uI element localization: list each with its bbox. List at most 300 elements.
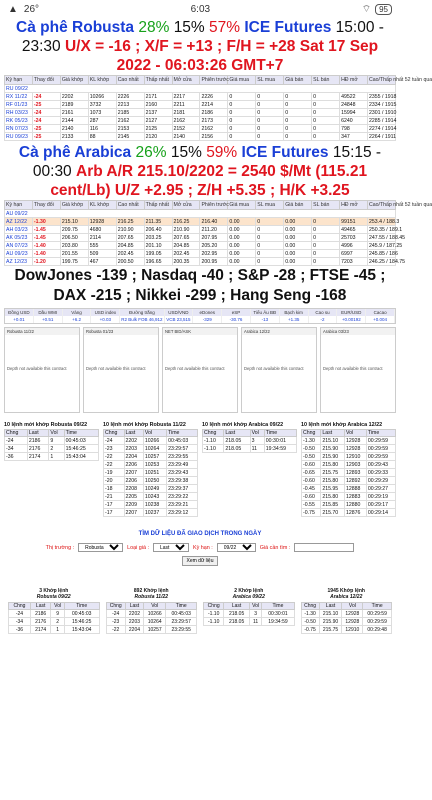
rob-sub-label: RU 09/22 (5, 85, 396, 93)
table-cell: 12928 (345, 437, 367, 445)
table-cell: 2207 (124, 509, 143, 517)
table-cell: 215.75 (321, 469, 345, 477)
table-row[interactable] (5, 226, 396, 234)
clock: 6:03 (190, 3, 211, 15)
match-header-row (5, 430, 99, 437)
table-row (104, 485, 198, 493)
table-cell: 209.75 (60, 226, 88, 234)
table-cell: 2274 / 1914 (368, 125, 397, 132)
table-cell: 203.25 (144, 234, 172, 242)
table-cell: 2185 (116, 109, 144, 117)
table-cell: 0.00 (284, 218, 312, 226)
table-cell: -23 (104, 445, 125, 453)
match-block (103, 421, 198, 517)
depth-panel (162, 327, 238, 413)
table-cell: 0.00 (284, 234, 312, 242)
table-cell: -1.30 (301, 610, 319, 618)
table-cell: 2202 (60, 93, 88, 101)
signal-icon: ▲ (8, 3, 18, 15)
table-row[interactable] (5, 234, 396, 242)
ticker-label: Tiểu Âu BĐ (251, 309, 280, 316)
table-cell: 250.35 / 189.1 (368, 226, 403, 233)
temperature: 26° (23, 3, 40, 15)
table-row[interactable] (5, 101, 396, 109)
table-row (5, 445, 99, 453)
table-cell: 0.00 (284, 242, 312, 250)
match-header: Last (321, 430, 345, 437)
table-cell: 2189 (60, 101, 88, 109)
table-cell: 00:29:59 (363, 618, 392, 626)
table-cell: 202.45 (116, 250, 144, 258)
table-cell: -1.30 (32, 218, 60, 226)
robusta-exchange: ICE Futures (244, 19, 332, 36)
table-cell: 00:29:14 (366, 509, 395, 517)
ara-header: Kỳ hạn (5, 201, 33, 210)
table-cell: 4680 (88, 226, 116, 234)
arabica-exchange: ICE Futures (241, 144, 329, 161)
table-cell: RU 09/23 (5, 133, 33, 141)
summary-header: Vol (51, 603, 64, 610)
table-cell: -20 (104, 477, 125, 485)
summary-header: Last (30, 603, 51, 610)
table-cell: -24 (5, 437, 28, 445)
table-row[interactable] (5, 109, 396, 117)
summary-header: Last (125, 603, 143, 610)
depth-panel (4, 327, 80, 413)
robusta-headline (0, 18, 400, 75)
rob-header: Kỳ hạn (5, 76, 33, 85)
table-cell: -24 (32, 117, 60, 125)
arabica-pct-1: 26% (135, 144, 167, 161)
table-cell: -22 (104, 453, 125, 461)
rob-header: Thay đổi (32, 76, 60, 85)
ticker-label: USD/VND (165, 309, 194, 316)
table-row (104, 453, 198, 461)
table-row (9, 610, 100, 618)
table-cell: 218.05 (224, 445, 250, 453)
table-cell: -24 (32, 109, 60, 117)
table-cell: -0.50 (302, 453, 321, 461)
table-row[interactable] (5, 117, 396, 125)
match-block (202, 421, 297, 517)
match-header: Time (167, 430, 198, 437)
wifi-icon: ⌔ (361, 3, 372, 15)
table-cell: 218.05 (224, 437, 250, 445)
table-cell: -0.60 (302, 493, 321, 501)
table-cell: -0.65 (302, 469, 321, 477)
ara-header: KL khớp (88, 201, 116, 210)
match-header: Vol (250, 430, 264, 437)
summary-header: Vol (342, 603, 363, 610)
table-cell: 200.35 (172, 258, 200, 266)
table-cell: 201.55 (60, 250, 88, 258)
table-cell: 2 (51, 618, 64, 626)
match-header: Chng (203, 430, 224, 437)
table-cell: 12928 (342, 610, 363, 618)
table-cell: -0.55 (302, 501, 321, 509)
table-cell: 4996 (340, 242, 368, 250)
table-cell: 2162 (172, 117, 200, 125)
table-row (104, 461, 198, 469)
ara-header: Thấp nhất (144, 201, 172, 210)
table-cell: 555 (88, 242, 116, 250)
table-cell: 0 (312, 109, 340, 117)
table-cell: -34 (5, 445, 28, 453)
table-row (302, 493, 396, 501)
table-cell: 99151 (340, 218, 368, 226)
table-cell: 215.10 (60, 218, 88, 226)
table-cell: -25 (32, 101, 60, 109)
match-header-row (302, 430, 396, 437)
price-input[interactable] (294, 543, 354, 552)
table-cell: 24848 (340, 101, 368, 109)
price-label: Giá cần tìm : (259, 544, 291, 551)
table-cell: 205.20 (200, 242, 228, 250)
rob-header: Mở cửa (172, 76, 200, 85)
match-summary-block (106, 588, 198, 634)
summary-header-row (204, 603, 295, 610)
match-table (301, 429, 396, 517)
robusta-date: Sat 17 Sep 2022 - 06:03:26 GMT+7 (116, 38, 379, 74)
table-cell: 116 (88, 125, 116, 133)
table-cell: 19:34:59 (262, 618, 294, 626)
table-cell: RH 03/23 (5, 109, 33, 117)
table-cell: 199.05 (144, 250, 172, 258)
table-cell: -1.45 (32, 226, 60, 234)
table-cell: 207.65 (172, 234, 200, 242)
depth-note: Depth not available this contract (165, 366, 225, 371)
table-cell: 19:34:59 (264, 445, 296, 453)
table-cell: 0 (256, 93, 284, 101)
table-cell: 215.80 (321, 461, 345, 469)
market-select[interactable] (78, 543, 123, 552)
table-cell: 10264 (144, 618, 166, 626)
table-cell: 245.85 / 186 (368, 250, 398, 257)
ticker-value: +0.01 (5, 316, 34, 323)
table-cell: 215.90 (321, 453, 345, 461)
summary-header: Chng (204, 603, 224, 610)
table-cell: 210.90 (172, 226, 200, 234)
table-cell: 200.95 (200, 258, 228, 266)
table-row[interactable] (5, 133, 396, 141)
table-cell: 207.65 (116, 234, 144, 242)
table-cell: 10266 (88, 93, 116, 101)
table-row[interactable] (5, 258, 396, 266)
table-cell: 2355 / 1918 (368, 93, 397, 100)
table-row (302, 437, 396, 445)
table-row (106, 626, 197, 634)
table-cell: 0 (312, 258, 340, 266)
status-bar (0, 0, 400, 18)
match-summary-block (203, 588, 295, 634)
table-cell: 0 (256, 258, 284, 266)
ticker-label: Cacao (366, 309, 395, 316)
table-cell: 211.35 (144, 218, 172, 226)
rob-sub-row (5, 85, 396, 93)
summary-header: Time (64, 603, 99, 610)
summary-header-row (106, 603, 197, 610)
ticker-value: -2 (309, 316, 338, 323)
table-cell: -1.10 (204, 610, 224, 618)
summary-header-row (301, 603, 392, 610)
table-cell: -24 (104, 437, 125, 445)
depth-note: Depth not available this contract (244, 366, 304, 371)
table-cell: 0 (256, 218, 284, 226)
table-cell: 23:29:57 (167, 445, 198, 453)
table-cell: 206.40 (144, 226, 172, 234)
ticker-value: -329 (193, 316, 222, 323)
table-cell: 2207 (124, 469, 143, 477)
table-row (302, 453, 396, 461)
table-cell: 00:29:19 (366, 493, 395, 501)
summary-header: Time (262, 603, 294, 610)
table-cell: 00:30:01 (262, 610, 294, 618)
summary-header: Last (319, 603, 342, 610)
arabica-headline (0, 143, 400, 200)
table-row (104, 477, 198, 485)
ticker-label: Bạch kim (280, 309, 309, 316)
table-cell: -36 (5, 453, 28, 461)
table-cell: 798 (340, 125, 368, 133)
match-count: 1945 Khớp lệnh (327, 588, 365, 594)
table-cell: 00:29:59 (363, 610, 392, 618)
rob-header: Cao nhất (116, 76, 144, 85)
rob-header: Phiên trước (201, 77, 229, 83)
match-header: Chng (302, 430, 321, 437)
table-cell: -1.30 (302, 437, 321, 445)
table-cell: 15994 (340, 109, 368, 117)
table-cell: 215.10 (321, 437, 345, 445)
table-cell: 00:29:29 (366, 477, 395, 485)
table-cell: 10251 (143, 469, 166, 477)
table-cell: 00:29:59 (366, 445, 395, 453)
table-cell: RN 07/23 (5, 125, 33, 133)
table-cell: 00:45:03 (166, 610, 197, 618)
table-row (104, 445, 198, 453)
table-cell: 3 (249, 610, 261, 618)
table-cell: 2211 (172, 101, 200, 109)
table-row (301, 618, 392, 626)
table-cell: -19 (104, 469, 125, 477)
table-cell: 1 (49, 453, 64, 461)
table-cell: 2217 (172, 93, 200, 101)
arb-spread: Arb A/R 215.10/2202 = 2540 $/Mt (115.21 cent/Lb) (50, 163, 368, 199)
table-cell: AH 03/23 (5, 226, 33, 234)
table-cell: 2173 (200, 117, 228, 125)
table-cell: 12893 (345, 469, 367, 477)
view-data-button[interactable]: Xem dữ liệu (182, 556, 219, 566)
recent-matches (4, 421, 396, 517)
table-cell: 0.00 (228, 218, 256, 226)
table-cell: 15:46:25 (64, 618, 99, 626)
ara-header: Cao/Thấp nhất 52 tuần qua (368, 202, 432, 208)
table-row[interactable] (5, 218, 396, 226)
table-cell: -24 (9, 610, 31, 618)
table-cell: 2301 / 1910 (368, 109, 397, 116)
table-cell: 216.25 (172, 218, 200, 226)
table-cell: 0 (284, 133, 312, 141)
table-cell: 2137 (144, 109, 172, 117)
table-cell: 2152 (172, 125, 200, 133)
match-header: Vol (143, 430, 166, 437)
rob-header: Giá bán (284, 76, 312, 85)
table-cell: 23:29:55 (166, 626, 197, 634)
table-cell: 196.65 (144, 258, 172, 266)
table-cell: 2214 (200, 101, 228, 109)
ara-sub-row (5, 210, 396, 218)
depth-panel-title: Arabica 03/23 (321, 328, 395, 335)
table-cell: 10238 (143, 501, 166, 509)
ara-header: SL mua (256, 201, 284, 210)
table-cell: 215.85 (321, 501, 345, 509)
table-cell: 2285 / 1914 (368, 117, 397, 124)
table-cell: 12892 (345, 477, 367, 485)
match-header-row (203, 430, 297, 437)
table-cell: 2125 (144, 125, 172, 133)
robusta-pct-2: 15% (173, 19, 205, 36)
table-row (203, 437, 297, 445)
table-cell: 88 (88, 133, 116, 141)
summary-header: Vol (144, 603, 166, 610)
table-cell: 00:29:59 (366, 453, 395, 461)
table-row (106, 618, 197, 626)
table-cell: -22 (104, 461, 125, 469)
table-cell: 2204 (124, 453, 143, 461)
table-cell: -0.75 (302, 509, 321, 517)
depth-panel-title: Robusta 01/23 (84, 328, 158, 335)
table-row[interactable] (5, 242, 396, 250)
ticker-label: eDones (193, 309, 222, 316)
summary-header: Chng (9, 603, 31, 610)
table-row (302, 509, 396, 517)
table-cell: AN 07/23 (5, 242, 33, 250)
table-cell: 0 (312, 250, 340, 258)
ticker-label: Cao su (309, 309, 338, 316)
table-cell: 347 (340, 133, 368, 141)
table-cell: 2186 (30, 610, 51, 618)
ara-header: SL bán (312, 201, 340, 210)
table-cell: 2160 (144, 101, 172, 109)
table-cell: 2144 (60, 117, 88, 125)
table-cell: 0 (284, 109, 312, 117)
table-row[interactable] (5, 93, 396, 101)
table-row (302, 485, 396, 493)
table-cell: 2226 (200, 93, 228, 101)
table-cell: 00:29:33 (366, 469, 395, 477)
table-row (104, 437, 198, 445)
match-header: Chng (5, 430, 28, 437)
table-cell: -34 (9, 618, 31, 626)
match-header: Time (366, 430, 395, 437)
table-row[interactable] (5, 125, 396, 133)
contract-name: Robusta 11/22 (134, 594, 169, 600)
match-header: Vol (49, 430, 64, 437)
table-cell: 2133 (60, 133, 88, 141)
arabica-pct-2: 15% (170, 144, 202, 161)
table-cell: -23 (106, 618, 125, 626)
summary-header: Time (363, 603, 392, 610)
table-cell: 0 (256, 101, 284, 109)
table-cell: 23:29:22 (167, 493, 198, 501)
table-cell: 0.00 (228, 226, 256, 234)
table-cell: 253.4 / 188.3 (368, 218, 400, 225)
table-cell: 23:29:43 (167, 469, 198, 477)
table-cell: 10253 (143, 461, 166, 469)
match-header: Vol (345, 430, 367, 437)
match-header: Chng (104, 430, 125, 437)
table-cell: 2161 (60, 109, 88, 117)
table-cell: 2127 (144, 117, 172, 125)
table-cell: 10266 (143, 437, 166, 445)
table-cell: 2140 (60, 125, 88, 133)
table-cell: 204.85 (116, 242, 144, 250)
table-cell: 00:30:01 (264, 437, 296, 445)
table-cell: 10266 (144, 610, 166, 618)
table-cell: -0.75 (301, 626, 319, 634)
table-cell: 10237 (143, 509, 166, 517)
table-cell: 11 (249, 618, 261, 626)
ara-header: Giá mua (228, 201, 256, 210)
table-cell: 10250 (143, 477, 166, 485)
table-row (104, 501, 198, 509)
depth-panel (241, 327, 317, 413)
table-cell: 10257 (144, 626, 166, 634)
table-cell: 200.50 (116, 258, 144, 266)
table-row[interactable] (5, 250, 396, 258)
summary-header: Chng (106, 603, 125, 610)
match-summary (8, 588, 392, 634)
table-cell: 215.10 (319, 610, 342, 618)
table-cell: -24 (106, 610, 125, 618)
ara-header: Phiên trước (201, 202, 229, 208)
table-cell: 0 (312, 117, 340, 125)
robusta-table (4, 75, 432, 141)
table-row (302, 477, 396, 485)
ticker-label: EUR/USD (337, 309, 366, 316)
table-cell: 204.85 (172, 242, 200, 250)
table-cell: 12880 (345, 501, 367, 509)
table-cell: 215.90 (319, 618, 342, 626)
rob-header: Thấp nhất (144, 76, 172, 85)
table-cell: 12888 (345, 485, 367, 493)
table-cell: 0 (256, 125, 284, 133)
summary-table (203, 602, 295, 626)
ara-header: Mở cửa (172, 201, 200, 210)
price-type-select[interactable] (153, 543, 189, 552)
table-row (302, 501, 396, 509)
contract-name: Robusta 09/22 (36, 594, 71, 600)
depth-note: Depth not available this contract (86, 366, 146, 371)
table-cell: 00:45:03 (64, 610, 99, 618)
table-cell: 11 (250, 445, 264, 453)
table-cell: 287 (88, 117, 116, 125)
table-cell: 1073 (88, 109, 116, 117)
table-cell: 211.20 (200, 226, 228, 234)
table-cell: 00:29:27 (366, 485, 395, 493)
table-cell: 0 (284, 117, 312, 125)
table-cell: 2156 (200, 133, 228, 141)
table-cell: 247.55 / 188.45 (368, 234, 406, 241)
term-label: Kỳ hạn : (192, 544, 213, 551)
term-select[interactable] (217, 543, 256, 552)
table-cell: 0 (312, 133, 340, 141)
ticker-value: +0.004 (366, 316, 395, 323)
match-summary-block (301, 588, 393, 634)
table-cell: 2334 / 1915 (368, 101, 397, 108)
table-cell: 2205 (124, 493, 143, 501)
table-cell: 23:29:55 (167, 453, 198, 461)
depth-panel (83, 327, 159, 413)
